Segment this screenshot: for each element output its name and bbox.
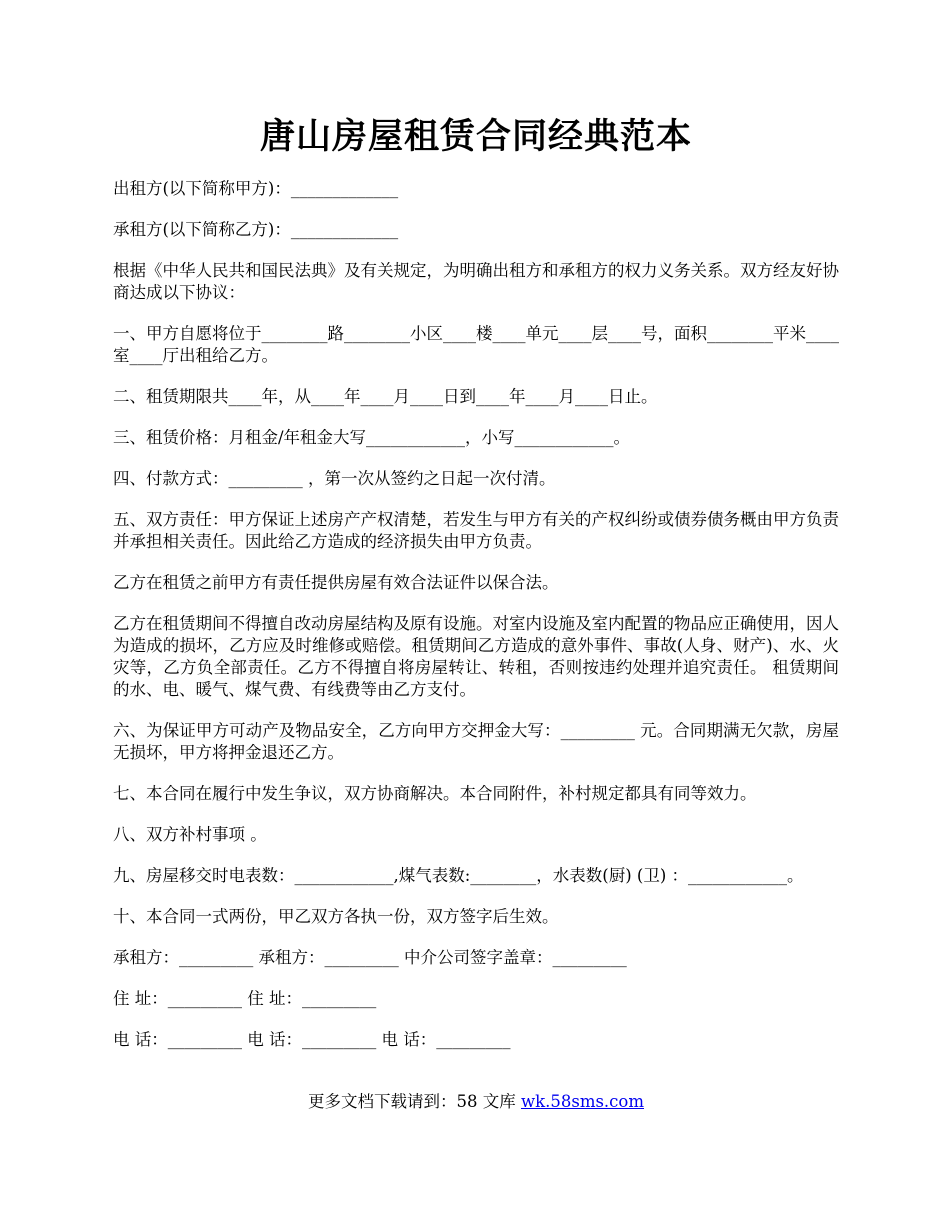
clause-5-certificates: 乙方在租赁之前甲方有责任提供房屋有效合法证件以保合法。: [113, 573, 559, 592]
document-body: [113, 178, 839, 1070]
clause-9-meters: 九、房屋移交时电表数：____________,煤气表数:________，水表数(厨) (卫) ：____________。: [113, 866, 804, 885]
address-line: 住 址：_________ 住 址：_________: [113, 989, 377, 1008]
lessor-line: 出租方(以下简称甲方)：_____________: [113, 179, 399, 198]
phone-line: 电 话：_________ 电 话：_________ 电 话：_________: [113, 1030, 511, 1049]
footer-link[interactable]: wk.58sms.com: [520, 1092, 644, 1111]
clause-6-deposit: 六、为保证甲方可动产及物品安全，乙方向甲方交押金大写：_________ 元。合同期满无欠款，房屋无损坏，甲方将押金退还乙方。: [113, 721, 839, 762]
clause-7-disputes: 七、本合同在履行中发生争议，双方协商解决。本合同附件，补村规定都具有同等效力。: [113, 784, 757, 803]
clause-8-supplements: 八、双方补村事项 。: [113, 825, 267, 844]
document-title: 唐山房屋租赁合同经典范本: [259, 116, 692, 157]
clause-10-copies: 十、本合同一式两份，甲乙双方各执一份，双方签字后生效。: [113, 907, 559, 926]
clause-2-term: 二、租赁期限共____年，从____年____月____日到____年____月____日止。: [113, 387, 658, 406]
clause-5-responsibilities: 五、双方责任：甲方保证上述房产产权清楚，若发生与甲方有关的产权纠纷或债券债务概由甲方负责并承担相关责任。因此给乙方造成的经济损失由甲方负责。: [113, 510, 839, 551]
lessee-line: 承租方(以下简称乙方)：_____________: [113, 220, 399, 239]
clause-1-property: 一、甲方自愿将位于________路________小区____楼____单元____层____号，面积________平米____室____厅出租给乙方。: [113, 324, 839, 365]
clause-5-lessee-duties: 乙方在租赁期间不得擅自改动房屋结构及原有设施。对室内设施及室内配置的物品应正确使用，因人为造成的损坏，乙方应及时维修或赔偿。租赁期间乙方造成的意外事件、事故(人身、财产)、水、火灾等，乙方负全部责任。乙方不得擅自将房屋转让、转租，否则按违约处理并追究责任。 租赁期间的水、电、暖气、煤气费、有线费等由乙方支付。: [113, 614, 839, 699]
signature-line: 承租方：_________ 承租方：_________ 中介公司签字盖章：_________: [113, 948, 627, 967]
footer-note: [113, 1091, 839, 1113]
document-page: [113, 0, 839, 1230]
clause-3-price: 三、租赁价格：月租金/年租金大写____________，小写____________。: [113, 428, 631, 447]
clause-4-payment: 四、付款方式：_________ ，第一次从签约之日起一次付清。: [113, 469, 556, 488]
footer-text: 更多文档下载请到：58 文库: [307, 1092, 521, 1111]
preamble-paragraph: 根据《中华人民共和国民法典》及有关规定，为明确出租方和承租方的权力义务关系。双方经友好协商达成以下协议：: [113, 261, 839, 302]
